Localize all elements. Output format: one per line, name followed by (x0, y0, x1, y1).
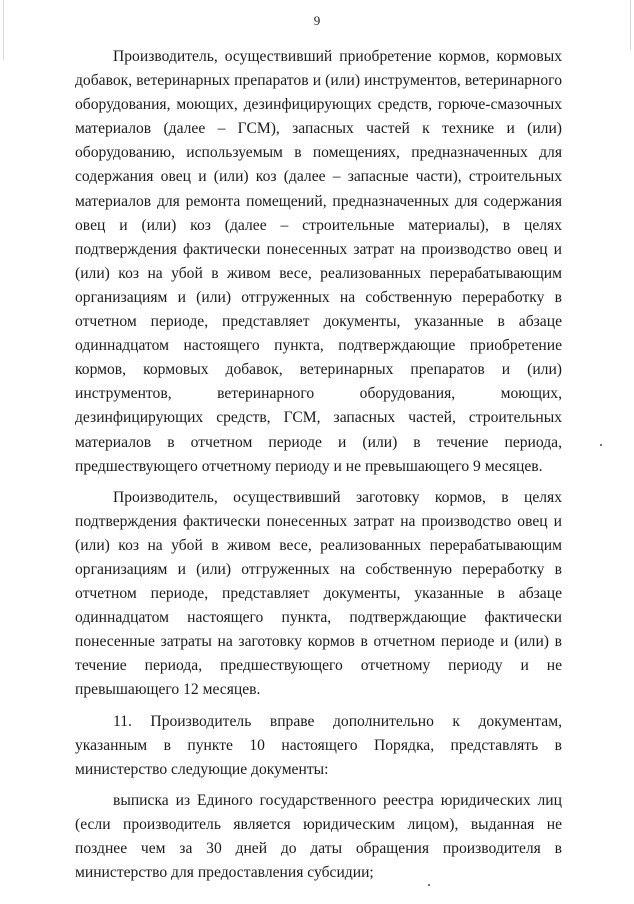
scan-speck (600, 444, 602, 446)
left-scan-edge (3, 0, 4, 60)
paragraph-feed-harvesting: Производитель, осуществивший заготовку кормов, в целях подтверждения фактически понесенных затрат на производство овец и (или) коз на убой в живом весе, реализованных перерабатывающим организациям и (или) отгруженных на собственную переработку в отчетном периоде, представляет документы, указанные в абзаце одиннадцатом настоящего пункта, подтверждающие фактически понесенные затраты на заготовку кормов в отчетном периоде и (или) в течение периода, предшествующего отчетному периоду и не превышающего 12 месяцев. (75, 488, 562, 699)
page-number: 9 (313, 13, 321, 28)
document-body (75, 45, 562, 885)
scan-speck (428, 884, 430, 886)
paragraph-purchase-costs: Производитель, осуществивший приобретение кормов, кормовых добавок, ветеринарных препаратов и (или) инструментов, ветеринарного оборудования, моющих, дезинфицирующих средств, горюче-смазочных материалов (далее – ГСМ), запасных частей к технике и (или) оборудованию, используемым в помещениях, предназначенных для содержания овец и (или) коз (далее – запасные части), строительных материалов для ремонта помещений, предназначенных для содержания овец и (или) коз (далее – строительные материалы), в целях подтверждения фактически понесенных затрат на производство овец и (или) коз на убой в живом весе, реализованных перерабатывающим организациям и (или) отгруженных на собственную переработку в отчетном периоде, представляет документы, указанные в абзаце одиннадцатом настоящего пункта, подтверждающие приобретение кормов, кормовых добавок, ветеринарных препаратов и (или) инструментов, ветеринарного оборудования, моющих, дезинфицирующих средств, ГСМ, запасных частей, строительных материалов в отчетном периоде и (или) в течение периода, предшествующего отчетному периоду и не превышающего 9 месяцев. (75, 48, 562, 475)
paragraph-item-11: 11. Производитель вправе дополнительно к документам, указанным в пункте 10 настоящего Порядка, представлять в министерство следующие документы: (75, 712, 562, 778)
paragraph-registry-extract: выписка из Единого государственного реестра юридических лиц (если производитель является юридическим лицом), выданная не позднее чем за 30 дней до даты обращения производителя в министерство для предоставления субсидии; (75, 791, 562, 882)
